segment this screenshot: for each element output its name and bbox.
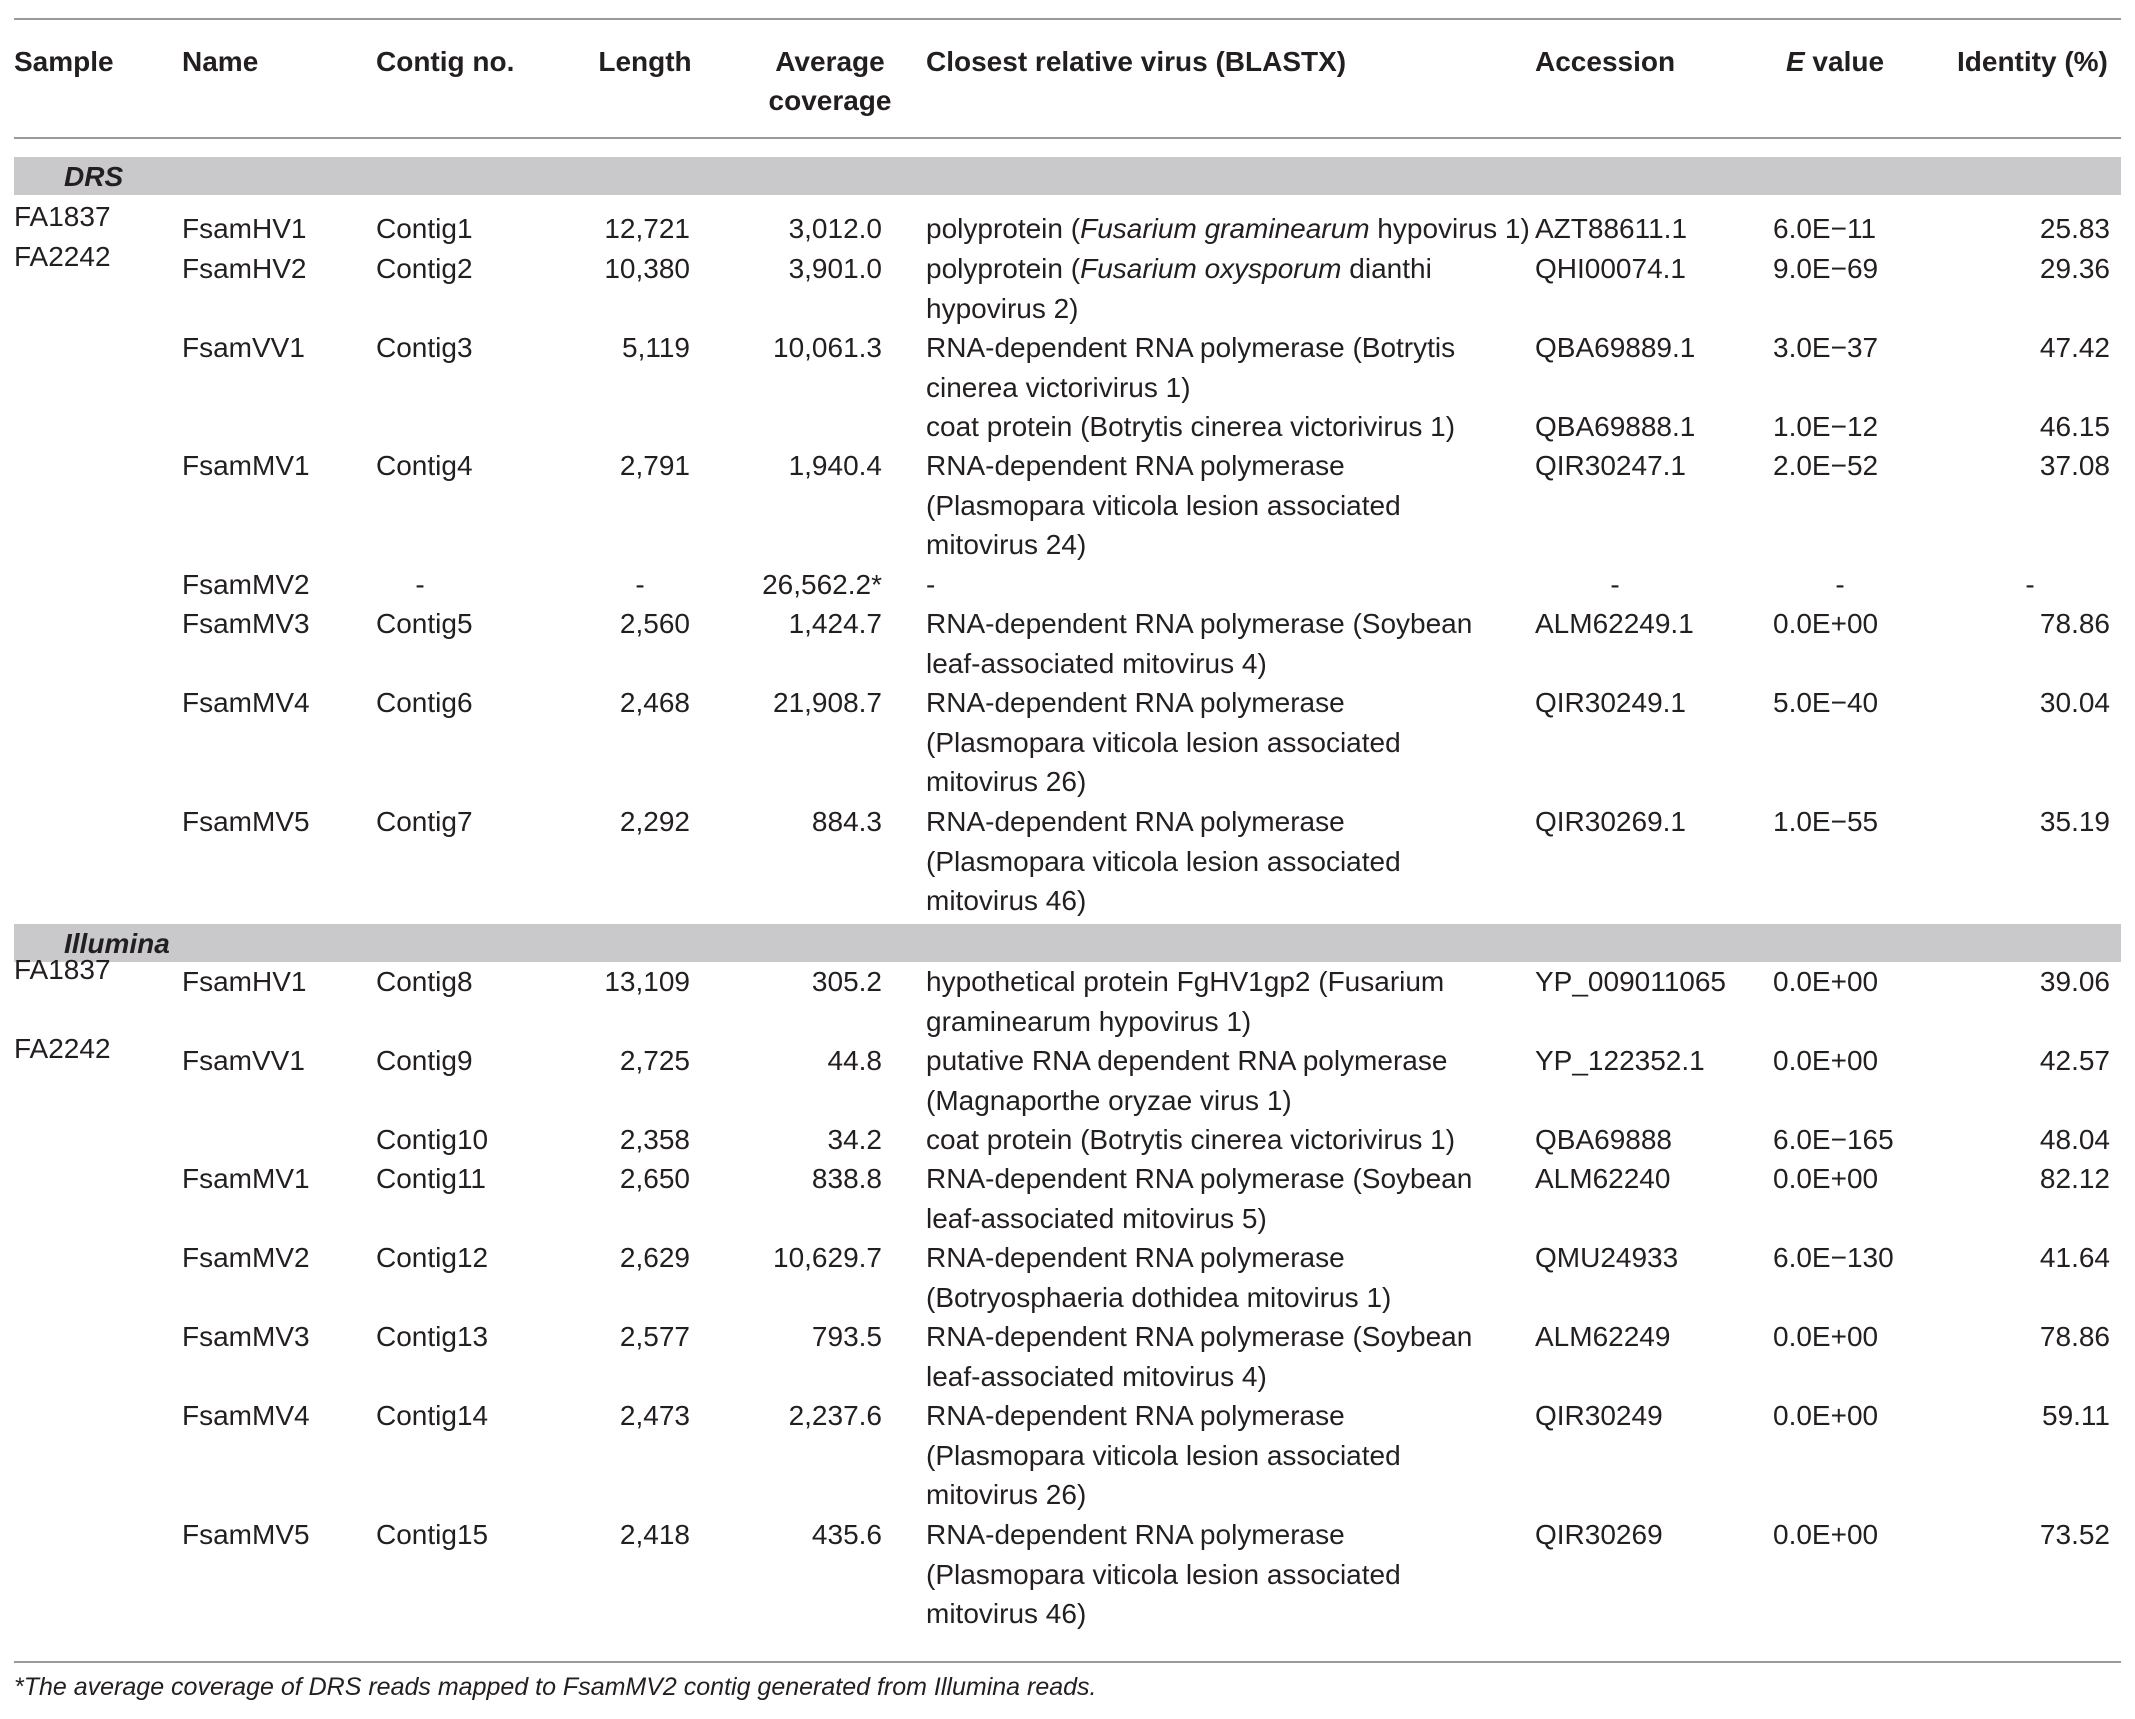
cell-contig: Contig12	[376, 1242, 489, 1273]
cell-length: 2,473	[619, 1400, 690, 1431]
cell-name: FsamMV1	[182, 1163, 310, 1194]
cell-relative-line2: graminearum hypovirus 1)	[926, 1005, 1252, 1037]
section-label: Illumina	[64, 928, 170, 959]
cell-relative-line1	[926, 1159, 1472, 1199]
cell-evalue: 0.0E+00	[1773, 966, 1879, 997]
cell-relative-line1	[926, 802, 1345, 842]
cell-contig: Contig14	[376, 1400, 489, 1431]
cell-identity: 59.11	[2042, 1400, 2110, 1431]
cell-accession: QIR30247.1	[1535, 450, 1686, 481]
cell-identity: 37.08	[2039, 450, 2110, 481]
cell-relative-line1	[926, 249, 1432, 289]
cell-relative-line3: mitovirus 26)	[926, 1479, 1087, 1510]
relative-text: RNA-dependent RNA polymerase	[926, 1519, 1345, 1550]
cell-length: 2,560	[619, 608, 690, 639]
cell-contig: Contig15	[376, 1519, 489, 1550]
cell-evalue: 9.0E−69	[1773, 253, 1879, 284]
bottom-rule	[14, 1661, 2121, 1663]
relative-species-italic: Fusarium oxysporum	[1080, 253, 1342, 284]
cell-evalue: 0.0E+00	[1773, 1321, 1879, 1352]
cell-length: 12,721	[604, 213, 690, 244]
relative-text: RNA-dependent RNA polymerase	[926, 806, 1345, 837]
cell-identity: 39.06	[2039, 966, 2110, 997]
cell-accession: QIR30249.1	[1535, 687, 1686, 718]
cell-accession: QBA69888.1	[1535, 411, 1696, 442]
cell-evalue: 6.0E−11	[1773, 213, 1877, 244]
cell-length: 2,292	[619, 806, 690, 837]
cell-relative-line3: mitovirus 26)	[926, 766, 1087, 797]
cell-relative-line1	[926, 407, 1455, 447]
cell-accession: YP_122352.1	[1535, 1045, 1705, 1076]
section-band-1	[14, 924, 2121, 962]
cell-contig: Contig1	[376, 213, 473, 244]
relative-text: RNA-dependent RNA polymerase (Botrytis	[926, 332, 1456, 363]
cell-relative-line1	[926, 962, 1444, 1002]
cell-accession: QIR30269.1	[1535, 806, 1686, 837]
cell-identity: 30.04	[2039, 687, 2110, 718]
cell-coverage: 793.5	[811, 1321, 882, 1352]
cell-contig: Contig10	[376, 1124, 489, 1155]
cell-name: FsamHV2	[182, 253, 307, 284]
header-coverage-line1: Average	[775, 46, 885, 77]
relative-text: hypothetical protein FgHV1gp2 (Fusarium	[926, 966, 1445, 997]
cell-relative-line2: leaf-associated mitovirus 4)	[926, 647, 1267, 679]
cell-accession: QMU24933	[1535, 1242, 1679, 1273]
header-evalue-rest: value	[1804, 46, 1885, 77]
cell-coverage: 435.6	[811, 1519, 882, 1550]
cell-relative-line1	[926, 565, 935, 605]
relative-text: RNA-dependent RNA polymerase (Soybean	[926, 608, 1473, 639]
cell-identity: 46.15	[2039, 411, 2110, 442]
cell-contig: Contig11	[376, 1163, 487, 1194]
cell-relative-line3: mitovirus 24)	[926, 529, 1087, 560]
cell-name: FsamMV2	[182, 1242, 310, 1273]
cell-length: 13,109	[604, 966, 690, 997]
cell-coverage: 3,012.0	[788, 213, 882, 244]
cell-evalue: 2.0E−52	[1773, 450, 1879, 481]
cell-length: 2,577	[619, 1321, 690, 1352]
cell-identity: 29.36	[2039, 253, 2110, 284]
section-band-0	[14, 157, 2121, 195]
header-contig: Contig no.	[376, 46, 515, 77]
cell-contig: Contig7	[376, 806, 473, 837]
cell-relative-line1	[926, 1120, 1455, 1160]
header-identity: Identity (%)	[1957, 46, 2108, 77]
cell-name: FsamMV3	[182, 1321, 310, 1352]
cell-relative-line3: mitovirus 46)	[926, 1598, 1087, 1629]
cell-identity: 48.04	[2039, 1124, 2110, 1155]
cell-coverage: 838.8	[811, 1163, 882, 1194]
cell-sample: FA1837	[14, 954, 111, 985]
cell-contig: Contig5	[376, 608, 473, 639]
cell-name: FsamVV1	[182, 1045, 305, 1076]
cell-identity: 78.86	[2039, 608, 2110, 639]
relative-text: coat protein (Botrytis cinerea victorivirus 1)	[926, 1124, 1456, 1155]
cell-coverage: 884.3	[811, 806, 882, 837]
cell-relative-line2: (Plasmopara viticola lesion associated	[926, 1439, 1401, 1471]
cell-evalue: 5.0E−40	[1773, 687, 1879, 718]
cell-length: 2,418	[619, 1519, 690, 1550]
cell-evalue: 6.0E−165	[1773, 1124, 1894, 1155]
cell-identity: 35.19	[2039, 806, 2110, 837]
cell-evalue: 0.0E+00	[1773, 1400, 1879, 1431]
cell-length: 2,629	[619, 1242, 690, 1273]
cell-coverage: 305.2	[811, 966, 882, 997]
cell-length: 2,725	[619, 1045, 690, 1076]
cell-length: 2,791	[619, 450, 690, 481]
cell-identity: 25.83	[2039, 213, 2110, 244]
cell-relative-line2: (Botryosphaeria dothidea mitovirus 1)	[926, 1281, 1392, 1313]
cell-relative-line2: (Magnaporthe oryzae virus 1)	[926, 1084, 1292, 1116]
cell-relative-line2: (Plasmopara viticola lesion associated	[926, 726, 1401, 758]
cell-length: 2,650	[619, 1163, 690, 1194]
relative-text: RNA-dependent RNA polymerase	[926, 450, 1345, 481]
header-evalue	[1760, 42, 1910, 81]
header-rule	[14, 137, 2121, 139]
cell-name: FsamMV1	[182, 450, 310, 481]
relative-text: RNA-dependent RNA polymerase	[926, 687, 1345, 718]
cell-relative-line2: (Plasmopara viticola lesion associated	[926, 845, 1401, 877]
cell-coverage: 2,237.6	[788, 1400, 882, 1431]
cell-accession: ALM62249.1	[1535, 608, 1694, 639]
header-relative: Closest relative virus (BLASTX)	[926, 46, 1347, 77]
cell-evalue: 1.0E−55	[1773, 806, 1879, 837]
relative-text: RNA-dependent RNA polymerase	[926, 1400, 1345, 1431]
cell-name: FsamMV4	[182, 1400, 310, 1431]
cell-evalue: -	[1835, 569, 1845, 600]
relative-text: RNA-dependent RNA polymerase (Soybean	[926, 1321, 1473, 1352]
cell-identity: 73.52	[2039, 1519, 2110, 1550]
cell-identity: 47.42	[2039, 332, 2110, 363]
cell-length: 2,358	[619, 1124, 690, 1155]
cell-contig: -	[415, 569, 425, 600]
header-accession: Accession	[1535, 46, 1676, 77]
relative-text: RNA-dependent RNA polymerase	[926, 1242, 1345, 1273]
cell-relative-line1	[926, 1317, 1472, 1357]
cell-evalue: 0.0E+00	[1773, 1163, 1879, 1194]
relative-text: polyprotein (	[926, 213, 1081, 244]
cell-identity: 42.57	[2039, 1045, 2110, 1076]
cell-accession: ALM62240	[1535, 1163, 1671, 1194]
cell-contig: Contig13	[376, 1321, 489, 1352]
cell-name: FsamHV1	[182, 213, 307, 244]
cell-relative-line3: mitovirus 46)	[926, 885, 1087, 916]
cell-length: -	[635, 569, 645, 600]
relative-species-italic: Fusarium graminearum	[1080, 213, 1370, 244]
cell-contig: Contig9	[376, 1045, 473, 1076]
cell-identity: 82.12	[2039, 1163, 2110, 1194]
cell-contig: Contig8	[376, 966, 473, 997]
relative-text: putative RNA dependent RNA polymerase	[926, 1045, 1448, 1076]
cell-relative-line1	[926, 1041, 1447, 1081]
header-evalue-italic: E	[1785, 46, 1805, 77]
cell-name: FsamMV2	[182, 569, 310, 600]
cell-accession: ALM62249	[1535, 1321, 1671, 1352]
cell-length: 2,468	[619, 687, 690, 718]
cell-evalue: 0.0E+00	[1773, 1045, 1879, 1076]
header-length: Length	[598, 46, 692, 77]
cell-relative-line1	[926, 1396, 1345, 1436]
cell-name: FsamMV4	[182, 687, 310, 718]
cell-contig: Contig6	[376, 687, 473, 718]
cell-evalue: 6.0E−130	[1773, 1242, 1894, 1273]
relative-text-tail: dianthi	[1341, 253, 1432, 284]
top-rule	[14, 18, 2121, 20]
relative-text: -	[926, 569, 936, 600]
cell-sample: FA2242	[14, 1033, 111, 1064]
cell-relative-line2: leaf-associated mitovirus 4)	[926, 1360, 1267, 1392]
cell-relative-line1	[926, 1515, 1345, 1555]
cell-relative-line1	[926, 446, 1345, 486]
cell-accession: YP_009011065	[1535, 966, 1726, 997]
cell-sample: FA1837	[14, 201, 111, 232]
cell-accession: QBA69889.1	[1535, 332, 1696, 363]
cell-accession: QIR30249	[1535, 1400, 1663, 1431]
relative-text: RNA-dependent RNA polymerase (Soybean	[926, 1163, 1473, 1194]
cell-length: 10,380	[604, 253, 690, 284]
cell-relative-line1	[926, 683, 1345, 723]
cell-identity: 41.64	[2039, 1242, 2110, 1273]
cell-relative-line1	[926, 604, 1472, 644]
cell-relative-line1	[926, 209, 1530, 249]
cell-coverage: 3,901.0	[788, 253, 882, 284]
cell-sample: FA2242	[14, 241, 111, 272]
cell-evalue: 0.0E+00	[1773, 608, 1879, 639]
cell-relative-line2: leaf-associated mitovirus 5)	[926, 1202, 1267, 1234]
relative-text: polyprotein (	[926, 253, 1081, 284]
cell-name: FsamMV5	[182, 806, 310, 837]
cell-coverage: 26,562.2*	[762, 569, 882, 600]
cell-coverage: 10,061.3	[773, 332, 882, 363]
cell-coverage: 21,908.7	[773, 687, 882, 718]
cell-contig: Contig2	[376, 253, 473, 284]
section-label: DRS	[64, 161, 124, 192]
cell-name: FsamHV1	[182, 966, 307, 997]
cell-length: 5,119	[622, 332, 690, 363]
cell-relative-line2: hypovirus 2)	[926, 292, 1079, 324]
cell-contig: Contig4	[376, 450, 473, 481]
cell-contig: Contig3	[376, 332, 473, 363]
cell-relative-line2: (Plasmopara viticola lesion associated	[926, 489, 1401, 521]
cell-coverage: 10,629.7	[773, 1242, 882, 1273]
footnote: *The average coverage of DRS reads mapped to FsamMV2 contig generated from Illumina reads.	[14, 1673, 1097, 1701]
cell-relative-line1	[926, 1238, 1345, 1278]
header-sample: Sample	[14, 46, 114, 77]
cell-relative-line1	[926, 328, 1455, 368]
cell-name: FsamMV5	[182, 1519, 310, 1550]
relative-text-tail: hypovirus 1)	[1369, 213, 1530, 244]
cell-coverage: 44.8	[827, 1045, 882, 1076]
header-coverage-line2: coverage	[768, 85, 892, 116]
cell-evalue: 0.0E+00	[1773, 1519, 1879, 1550]
cell-coverage: 34.2	[827, 1124, 882, 1155]
header-coverage	[745, 42, 915, 120]
cell-identity: 78.86	[2039, 1321, 2110, 1352]
cell-name: FsamMV3	[182, 608, 310, 639]
cell-relative-line2: (Plasmopara viticola lesion associated	[926, 1558, 1401, 1590]
header-name: Name	[182, 46, 259, 77]
cell-identity: -	[2025, 569, 2035, 600]
cell-accession: QHI00074.1	[1535, 253, 1686, 284]
cell-coverage: 1,424.7	[788, 608, 882, 639]
cell-accession: AZT88611.1	[1535, 213, 1688, 244]
cell-accession: QIR30269	[1535, 1519, 1663, 1550]
cell-accession: -	[1610, 569, 1620, 600]
cell-coverage: 1,940.4	[788, 450, 882, 481]
relative-text: coat protein (Botrytis cinerea victorivirus 1)	[926, 411, 1456, 442]
cell-evalue: 1.0E−12	[1773, 411, 1879, 442]
cell-accession: QBA69888	[1535, 1124, 1672, 1155]
cell-evalue: 3.0E−37	[1773, 332, 1879, 363]
cell-relative-line2: cinerea victorivirus 1)	[926, 371, 1191, 403]
cell-name: FsamVV1	[182, 332, 305, 363]
